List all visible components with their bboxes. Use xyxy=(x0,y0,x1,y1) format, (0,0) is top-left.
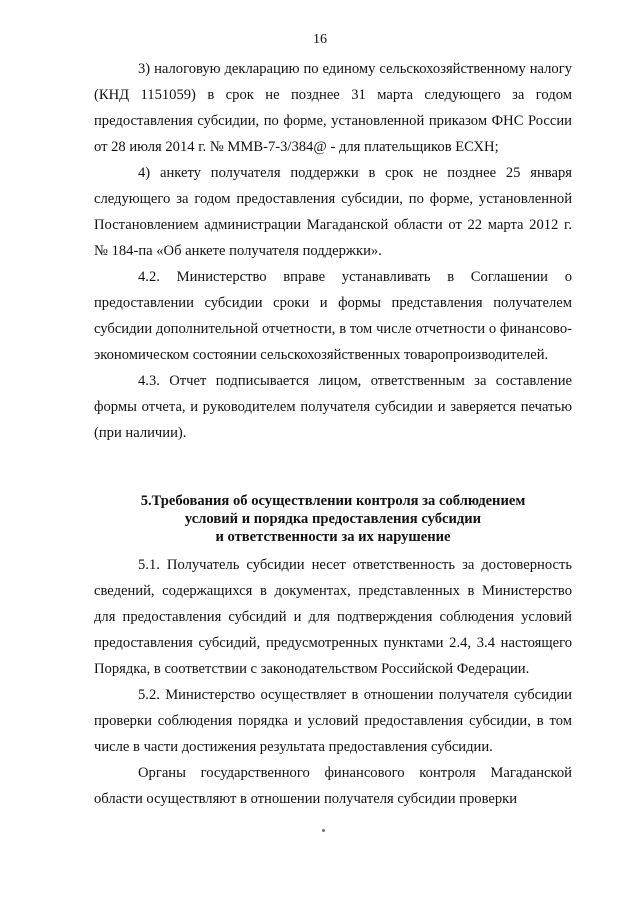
section-5-heading xyxy=(94,492,572,546)
paragraph-4-3: 4.3. Отчет подписывается лицом, ответственным за составление формы отчета, и руководителем получателя субсидии и заверяется печатью (при наличии). xyxy=(94,373,572,441)
section-heading-line-3: и ответственности за их нарушение xyxy=(215,529,451,545)
paragraph-4-support-form: 4) анкету получателя поддержки в срок не позднее 25 января следующего за годом предоставления субсидии, по форме, установленной Постановлением администрации Магаданской области от 22 марта 2012 г. № 184-па «Об анкете получателя поддержки». xyxy=(94,165,572,259)
text-block-top xyxy=(94,56,572,446)
paragraph-4-2: 4.2. Министерство вправе устанавливать в Соглашении о предоставлении субсидии сроки и формы представления получателем субсидии дополнительной отчетности, в том числе отчетности о финансово-экономическом состоянии сельскохозяйственных товаропроизводителей. xyxy=(94,269,572,363)
section-heading-line-2: условий и порядка предоставления субсидии xyxy=(184,511,482,527)
paragraph-3-tax-declaration: 3) налоговую декларацию по единому сельскохозяйственному налогу (КНД 1151059) в срок не позднее 31 марта следующего за годом предоставления субсидии, по форме, установленной приказом ФНС России от 28 июля 2014 г. № ММВ-7-3/384@ - для плательщиков ЕСХН; xyxy=(94,61,572,155)
text-block-bottom xyxy=(94,552,572,812)
section-heading-line-1: 5.Требования об осуществлении контроля за соблюдением xyxy=(140,493,526,509)
page-number: 16 xyxy=(313,32,327,47)
paragraph-5-2: 5.2. Министерство осуществляет в отношении получателя субсидии проверки соблюдения порядка и условий предоставления субсидии, в том числе в части достижения результата предоставления субсидии. xyxy=(94,687,572,755)
scan-speck xyxy=(322,829,325,832)
paragraph-5-1: 5.1. Получатель субсидии несет ответственность за достоверность сведений, содержащихся в документах, представленных в Министерство для предоставления субсидий и для подтверждения соблюдения условий предоставления субсидий, предусмотренных пунктами 2.4, 3.4 настоящего Порядка, в соответствии с законодательством Российской Федерации. xyxy=(94,557,572,677)
paragraph-control-bodies: Органы государственного финансового контроля Магаданской области осуществляют в отношении получателя субсидии проверки xyxy=(94,765,572,807)
